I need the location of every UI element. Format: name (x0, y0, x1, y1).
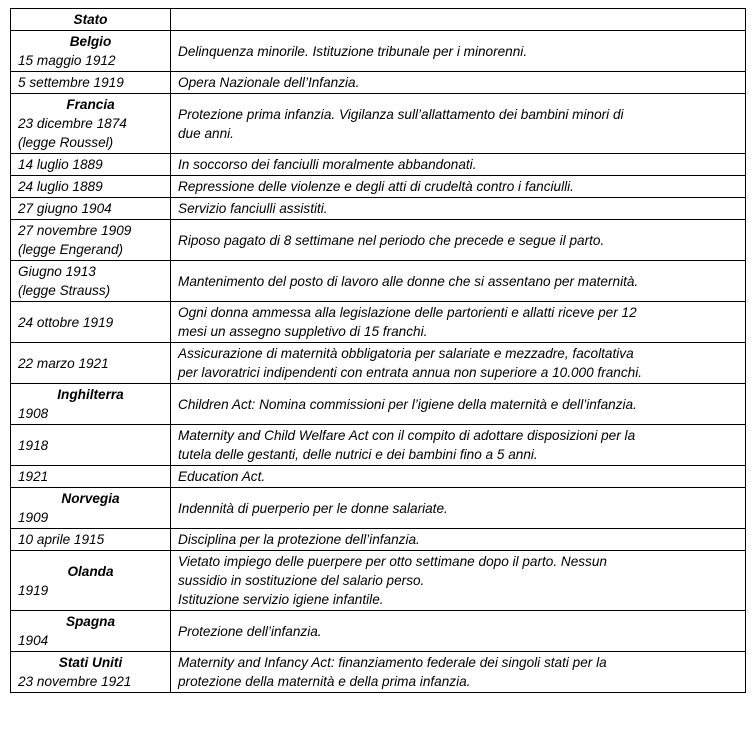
description-text: tutela delle gestanti, delle nutrici e dei bambini fino a 5 anni. (178, 447, 538, 462)
header-cell-stato (11, 9, 171, 31)
country-row (11, 31, 746, 72)
date-text: 1904 (18, 633, 49, 648)
law-table-body (11, 9, 746, 693)
date-cell (11, 529, 171, 551)
description-cell (171, 302, 746, 343)
description-text: Indennità di puerperio per le donne salariate. (178, 500, 448, 516)
description-cell (171, 652, 746, 693)
description-text: Protezione prima infanzia. Vigilanza sull’allattamento dei bambini minori di (178, 106, 624, 122)
description-cell (171, 31, 746, 72)
description-text: Education Act. (178, 469, 266, 484)
description-text: Children Act: Nomina commissioni per l’igiene della maternità e dell’infanzia. (178, 396, 637, 412)
description-text: Vietato impiego delle puerpere per otto settimane dopo il parto. Nessun (178, 554, 607, 569)
description-text: Riposo pagato di 8 settimane nel periodo che precede e segue il parto. (178, 232, 605, 248)
country-name: Stati Uniti (58, 655, 123, 670)
date-cell (11, 261, 171, 302)
date-text: 22 marzo 1921 (18, 355, 109, 371)
date-text: 24 ottobre 1919 (18, 314, 114, 330)
date-text: 1909 (18, 510, 49, 525)
description-cell (171, 261, 746, 302)
date-text: 10 aprile 1915 (18, 532, 105, 547)
description-cell (171, 343, 746, 384)
description-text: Servizio fanciulli assistiti. (178, 201, 328, 216)
description-cell (171, 94, 746, 154)
description-cell (171, 488, 746, 529)
date-text: 15 maggio 1912 (18, 53, 116, 68)
date-cell (11, 425, 171, 466)
description-text: In soccorso dei fanciulli moralmente abbandonati. (178, 157, 477, 172)
description-cell (171, 529, 746, 551)
table-row (11, 198, 746, 220)
date-cell (11, 198, 171, 220)
description-cell (171, 425, 746, 466)
date-cell (11, 466, 171, 488)
description-text: Ogni donna ammessa alla legislazione delle partorienti e allatti riceve per 12 (178, 305, 637, 320)
table-row (11, 425, 746, 466)
date-cell (11, 154, 171, 176)
table-row (11, 466, 746, 488)
description-text: Istituzione servizio igiene infantile. (178, 592, 384, 607)
date-text: 1919 (18, 582, 49, 598)
description-text: Maternity and Infancy Act: finanziamento federale dei singoli stati per la (178, 655, 607, 670)
description-cell (171, 198, 746, 220)
description-cell (171, 466, 746, 488)
country-row (11, 384, 746, 425)
description-cell (171, 551, 746, 611)
table-row (11, 529, 746, 551)
description-cell (171, 154, 746, 176)
date-text: 14 luglio 1889 (18, 157, 103, 172)
date-text: 24 luglio 1889 (18, 179, 103, 194)
header-row (11, 9, 746, 31)
date-cell (11, 220, 171, 261)
date-cell (11, 384, 171, 425)
date-text: (legge Roussel) (18, 135, 114, 150)
description-text: mesi un assegno suppletivo di 15 franchi. (178, 324, 428, 339)
date-text: 5 settembre 1919 (18, 75, 124, 90)
description-text: per lavoratrici indipendenti con entrata annua non superiore a 10.000 franchi. (178, 365, 643, 380)
date-cell (11, 31, 171, 72)
description-text: Repressione delle violenze e degli atti di crudeltà contro i fanciulli. (178, 179, 574, 194)
date-cell (11, 94, 171, 154)
date-text: (legge Strauss) (18, 283, 111, 298)
date-text: 23 novembre 1921 (18, 674, 132, 689)
country-name: Belgio (69, 34, 112, 49)
country-row (11, 488, 746, 529)
description-text: Opera Nazionale dell’Infanzia. (178, 75, 360, 90)
description-text: Maternity and Child Welfare Act con il compito di adottare disposizioni per la (178, 428, 636, 443)
date-text: 23 dicembre 1874 (18, 116, 127, 131)
date-text: 1908 (18, 406, 49, 421)
description-cell (171, 72, 746, 94)
description-text: Disciplina per la protezione dell’infanzia. (178, 532, 420, 547)
law-table (10, 8, 746, 693)
date-text: (legge Engerand) (18, 242, 124, 257)
country-row (11, 652, 746, 693)
table-row (11, 220, 746, 261)
description-text: Mantenimento del posto di lavoro alle donne che si assentano per maternità. (178, 273, 639, 289)
header-cell-empty (171, 9, 746, 31)
date-text: 27 novembre 1909 (18, 223, 132, 238)
description-cell (171, 384, 746, 425)
description-text: Protezione dell’infanzia. (178, 623, 322, 639)
date-cell (11, 343, 171, 384)
table-row (11, 72, 746, 94)
date-text: 27 giugno 1904 (18, 201, 112, 216)
date-text: Giugno 1913 (18, 264, 96, 279)
date-text: 1921 (18, 469, 49, 484)
country-name: Spagna (65, 614, 116, 629)
country-row (11, 94, 746, 154)
date-cell (11, 488, 171, 529)
date-cell (11, 551, 171, 611)
description-text: sussidio in sostituzione del salario perso. (178, 573, 425, 588)
date-cell (11, 652, 171, 693)
description-text: Assicurazione di maternità obbligatoria per salariate e mezzadre, facoltativa (178, 346, 634, 361)
header-label: Stato (73, 12, 108, 27)
table-row (11, 343, 746, 384)
date-cell (11, 72, 171, 94)
description-text: due anni. (178, 125, 234, 141)
country-name: Olanda (67, 563, 114, 579)
date-cell (11, 176, 171, 198)
description-cell (171, 611, 746, 652)
country-name: Inghilterra (57, 387, 124, 402)
description-text: protezione della maternità e della prima infanzia. (178, 674, 471, 689)
description-cell (171, 176, 746, 198)
table-row (11, 302, 746, 343)
description-text: Delinquenza minorile. Istituzione tribunale per i minorenni. (178, 43, 528, 59)
country-name: Norvegia (61, 491, 120, 506)
date-text: 1918 (18, 437, 49, 453)
country-row (11, 611, 746, 652)
table-row (11, 176, 746, 198)
country-row (11, 551, 746, 611)
table-row (11, 261, 746, 302)
description-cell (171, 220, 746, 261)
table-row (11, 154, 746, 176)
date-cell (11, 611, 171, 652)
date-cell (11, 302, 171, 343)
country-name: Francia (66, 97, 115, 112)
